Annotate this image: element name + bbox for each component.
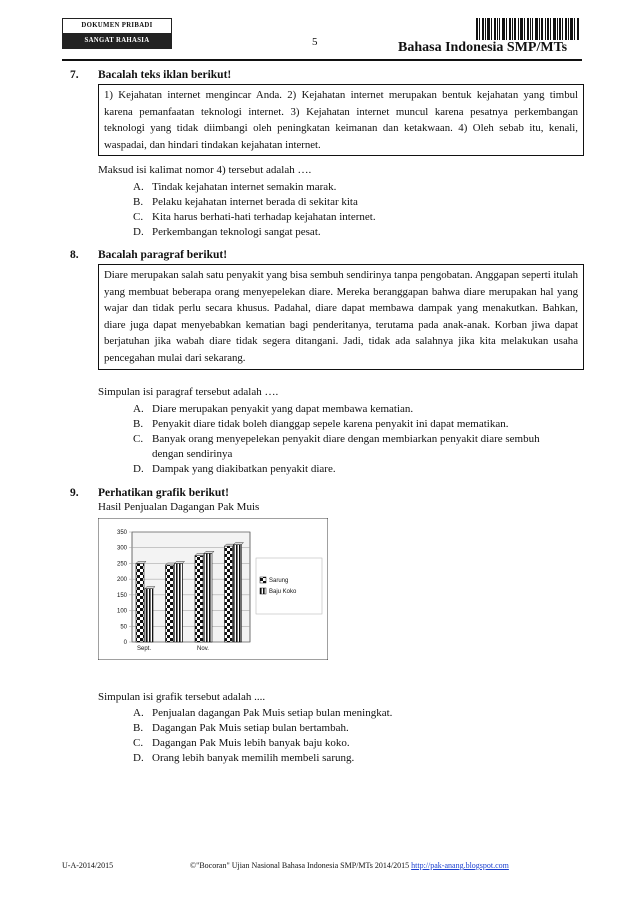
legend-swatch — [260, 588, 266, 594]
option-letter: A. — [133, 707, 144, 719]
q9-number: 9. — [70, 487, 79, 499]
bar-top — [234, 543, 244, 545]
q8-title: Bacalah paragraf berikut! — [98, 249, 228, 261]
bar-sarung — [166, 565, 174, 642]
q7-option-d[interactable] — [133, 225, 321, 240]
bar-sarung — [225, 546, 233, 642]
q8-option-a[interactable] — [133, 402, 413, 417]
option-letter: C. — [133, 737, 144, 749]
q8-number: 8. — [70, 249, 79, 261]
q7-option-a[interactable] — [133, 180, 336, 195]
bar-baju-koko — [204, 553, 212, 642]
bar-top — [145, 587, 155, 589]
bar-top — [175, 561, 185, 563]
option-text: Orang lebih banyak memilih membeli sarung. — [152, 752, 355, 764]
secret-label: SANGAT RAHASIA — [63, 34, 171, 48]
q8-option-c[interactable] — [133, 432, 572, 462]
option-text: Banyak orang menyepelekan penyakit diare dengan membiarkan penyakit diare sembuh dengan sendirinya — [152, 433, 540, 460]
y-tick-label: 150 — [116, 592, 127, 599]
legend-swatch — [260, 577, 266, 583]
bar-baju-koko — [175, 563, 183, 642]
option-text: Penjualan dagangan Pak Muis setiap bulan meningkat. — [152, 707, 393, 719]
q9-option-d[interactable] — [133, 751, 354, 766]
footer-link[interactable]: http://pak-anang.blogspot.com — [411, 861, 509, 870]
q8-option-d[interactable] — [133, 462, 336, 477]
q7-title: Bacalah teks iklan berikut! — [98, 69, 232, 81]
subject-title: Bahasa Indonesia SMP/MTs — [398, 40, 568, 55]
option-text: Tindak kejahatan internet semakin marak. — [152, 181, 337, 193]
q8-option-b[interactable] — [133, 417, 508, 432]
bar-sarung — [195, 556, 203, 642]
option-text: Penyakit diare tidak boleh dianggap sepele karena penyakit ini dapat mematikan. — [152, 418, 509, 430]
option-text: Kita harus berhati-hati terhadap kejahatan internet. — [152, 211, 376, 223]
bar-baju-koko — [234, 545, 242, 642]
legend-label: Sarung — [269, 578, 289, 584]
q9-stem: Simpulan isi grafik tersebut adalah .... — [98, 691, 266, 703]
q7-option-b[interactable] — [133, 195, 358, 210]
document-label-box — [62, 18, 172, 49]
bar-top — [136, 561, 146, 563]
q7-option-c[interactable] — [133, 210, 376, 225]
option-letter: B. — [133, 196, 144, 208]
sales-bar-chart — [98, 518, 328, 660]
y-tick-label: 200 — [116, 577, 127, 584]
option-letter: D. — [133, 226, 144, 238]
footer-copyright — [190, 861, 509, 870]
y-tick-label: 100 — [116, 608, 127, 615]
q9-title: Perhatikan grafik berikut! — [98, 487, 229, 499]
q7-stem: Maksud isi kalimat nomor 4) tersebut adalah …. — [98, 164, 312, 176]
option-letter: C. — [133, 433, 144, 445]
y-tick-label: 50 — [120, 624, 127, 631]
y-tick-label: 250 — [116, 561, 127, 568]
option-text: Dagangan Pak Muis lebih banyak baju koko. — [152, 737, 350, 749]
q9-option-b[interactable] — [133, 721, 349, 736]
x-tick-label: Nov. — [197, 646, 209, 652]
bar-sarung — [136, 563, 144, 642]
option-text: Dampak yang diakibatkan penyakit diare. — [152, 463, 336, 475]
x-tick-label: Sept. — [136, 646, 152, 652]
option-letter: C. — [133, 211, 144, 223]
footer-code: U-A-2014/2015 — [62, 861, 114, 870]
chart-title: Hasil Penjualan Dagangan Pak Muis — [98, 501, 260, 513]
bar-baju-koko — [145, 589, 153, 642]
option-letter: B. — [133, 418, 144, 430]
option-letter: A. — [133, 181, 144, 193]
option-letter: D. — [133, 752, 144, 764]
q9-option-c[interactable] — [133, 736, 350, 751]
option-text: Perkembangan teknologi sangat pesat. — [152, 226, 321, 238]
barcode — [476, 18, 580, 40]
option-letter: D. — [133, 463, 144, 475]
y-tick-label: 300 — [116, 545, 127, 552]
bar-top — [204, 551, 214, 553]
option-text: Diare merupakan penyakit yang dapat membawa kematian. — [152, 403, 414, 415]
option-letter: B. — [133, 722, 144, 734]
y-tick-label: 0 — [123, 640, 127, 646]
legend-box — [256, 558, 322, 614]
option-text: Dagangan Pak Muis setiap bulan bertambah. — [152, 722, 349, 734]
legend-label: Baju Koko — [269, 589, 297, 595]
copyright-text: ©"Bocoran" Ujian Nasional Bahasa Indonesia SMP/MTs 2014/2015 — [190, 861, 410, 870]
q7-passage: 1) Kejahatan internet mengincar Anda. 2) Kejahatan internet merupakan bentuk kejahatan yang timbul karena pemanfaatan teknologi internet. 3) Kejahatan internet muncul karena pesatnya perkembangan teknologi yang tidak diimbangi oleh peningkatan keimanan dan ketakwaan. 4) Oleh sebab itu, kenali, waspadai, dan hindari tindakan kejahatan internet. — [98, 84, 584, 156]
q8-stem: Simpulan isi paragraf tersebut adalah …. — [98, 386, 279, 398]
doc-label: DOKUMEN PRIBADI — [63, 19, 171, 34]
option-letter: A. — [133, 403, 144, 415]
bar-top — [195, 554, 205, 556]
bar-top — [166, 563, 176, 565]
q8-passage: Diare merupakan salah satu penyakit yang bisa sembuh sendirinya tanpa pengobatan. Anggapan seperti itulah yang membuat beberapa orang menyepelekan diare. Mereka beranggapan bahwa diare merupakan hal yang wajar dan tidak perlu secara khusus. Padahal, diare dapat membawa dampak yang menakutkan. Bahkan, diare juga dapat menyebabkan kematian bagi penderitanya, terutama pada anak-anak. Korban jiwa dapat berjatuhan jika wabah diare tidak segera ditangani. Jadi, tidak ada salahnya jika kita melakukan usaha pencegahan mulai dari sekarang. — [98, 264, 584, 370]
q7-number: 7. — [70, 69, 79, 81]
page-number: 5 — [312, 36, 318, 48]
bar-top — [225, 544, 235, 546]
q9-option-a[interactable] — [133, 706, 392, 721]
option-text: Pelaku kejahatan internet berada di sekitar kita — [152, 196, 358, 208]
y-tick-label: 350 — [116, 530, 127, 536]
header-divider — [62, 59, 582, 61]
